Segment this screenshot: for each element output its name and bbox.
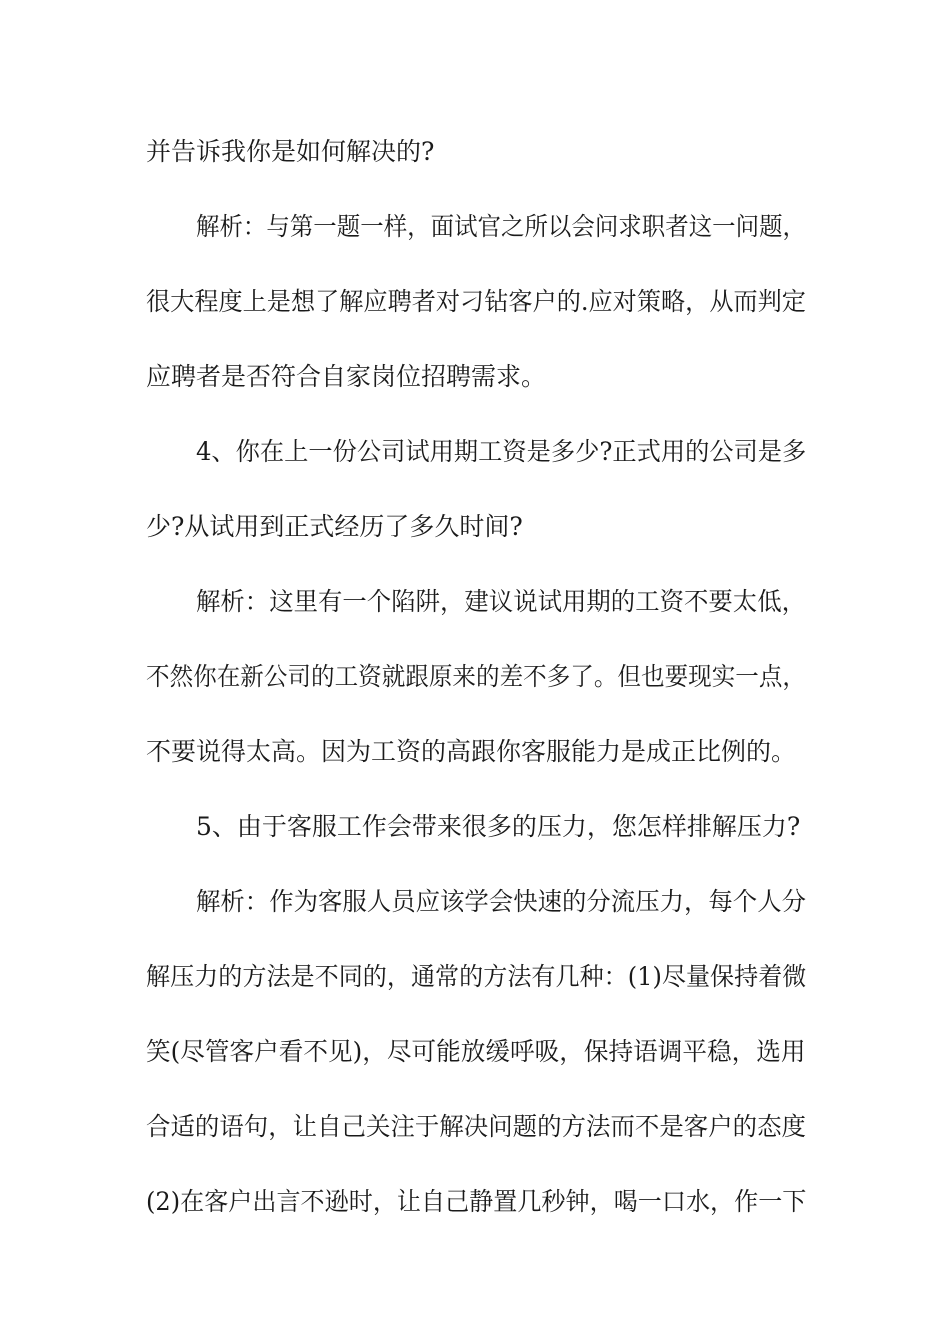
text-line-7: 解析：这里有一个陷阱，建议说试用期的工资不要太低， — [196, 587, 807, 616]
text-line-3: 很大程度上是想了解应聘者对刁钻客户的.应对策略，从而判定 — [146, 287, 806, 316]
text-line-12: 解压力的方法是不同的，通常的方法有几种：(1)尽量保持着微 — [146, 962, 807, 991]
text-line-5: 4、你在上一份公司试用期工资是多少?正式用的公司是多 — [196, 437, 807, 466]
text-line-15: (2)在客户出言不逊时，让自己静置几秒钟，喝一口水，作一下 — [146, 1187, 807, 1216]
text-line-14: 合适的语句，让自己关注于解决问题的方法而不是客户的态度 — [146, 1112, 807, 1141]
text-line-10: 5、由于客服工作会带来很多的压力，您怎样排解压力? — [196, 812, 801, 841]
text-line-4: 应聘者是否符合自家岗位招聘需求。 — [146, 362, 547, 391]
text-line-2: 解析：与第一题一样，面试官之所以会问求职者这一问题， — [196, 212, 807, 241]
text-line-9: 不要说得太高。因为工资的高跟你客服能力是成正比例的。 — [146, 737, 797, 766]
text-line-8: 不然你在新公司的工资就跟原来的差不多了。但也要现实一点， — [146, 662, 807, 691]
text-line-6: 少?从试用到正式经历了多久时间? — [146, 512, 523, 541]
text-line-13: 笑(尽管客户看不见)，尽可能放缓呼吸，保持语调平稳，选用 — [146, 1037, 806, 1066]
text-line-11: 解析：作为客服人员应该学会快速的分流压力，每个人分 — [196, 887, 807, 916]
text-line-1: 并告诉我你是如何解决的? — [146, 137, 435, 166]
